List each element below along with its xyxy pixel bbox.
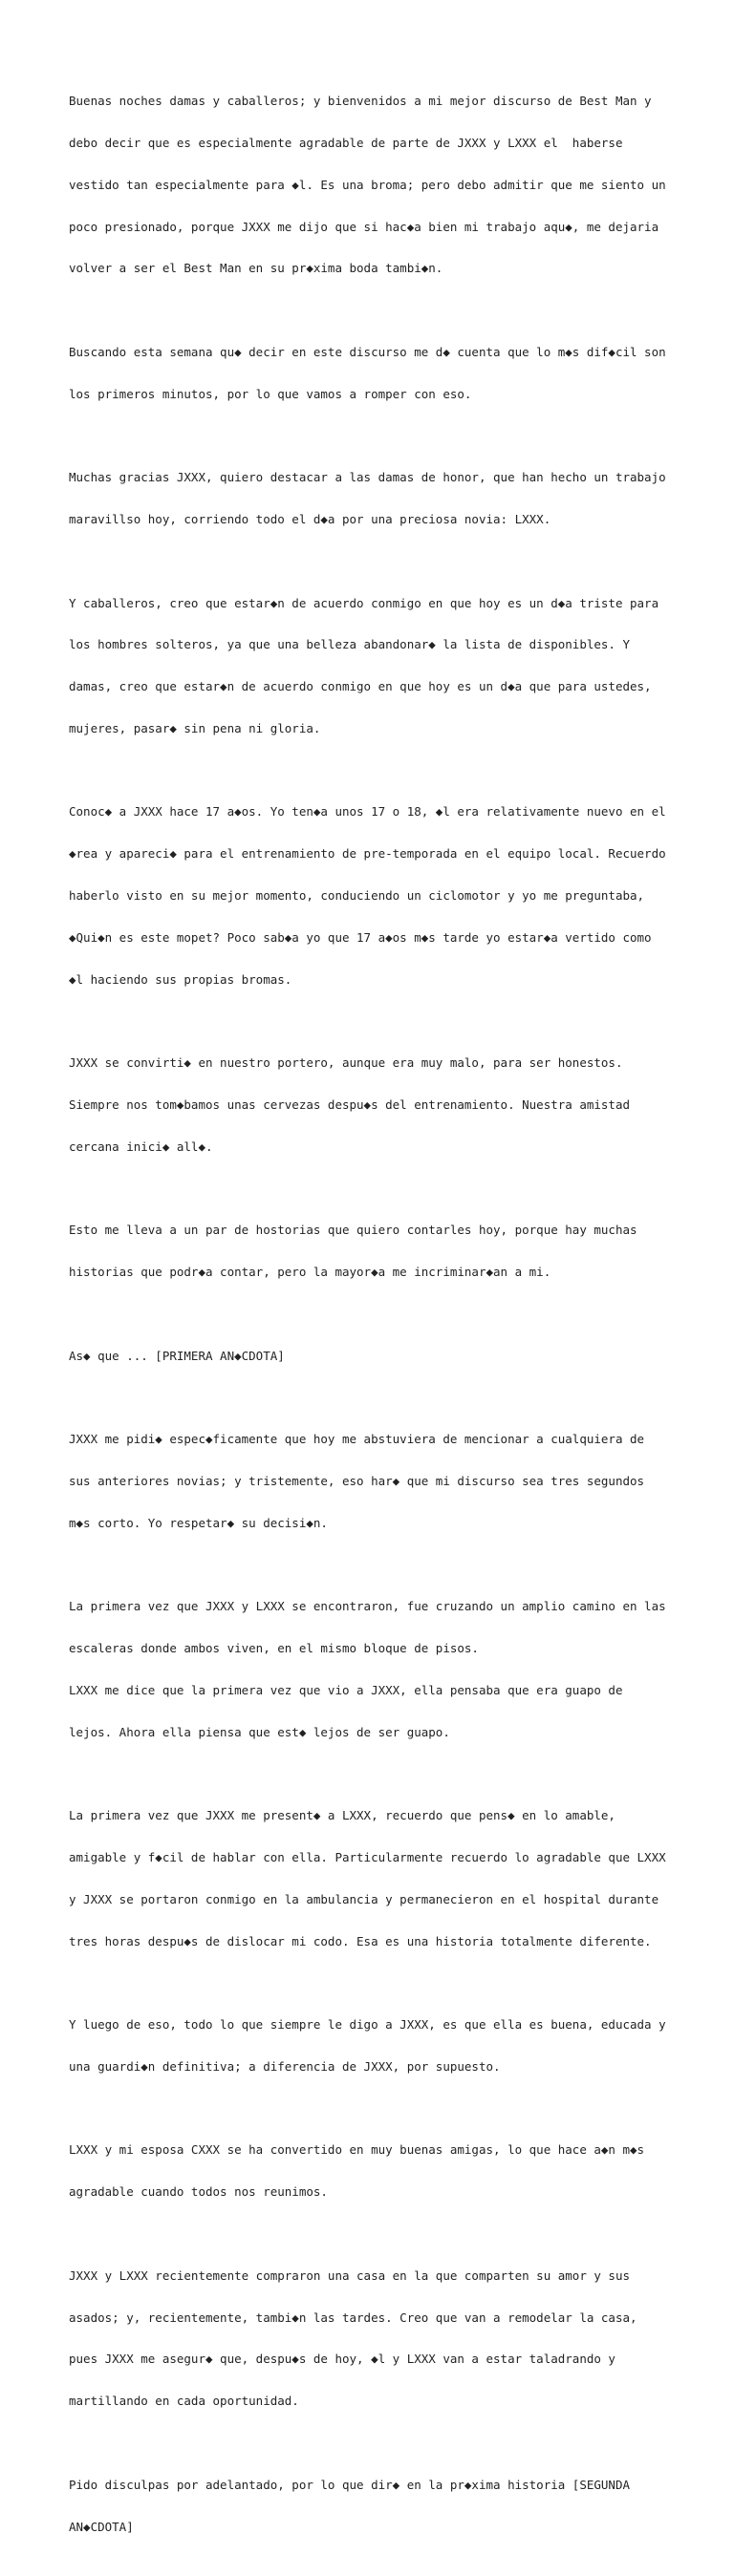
text-line: los primeros minutos, por lo que vamos a romper con eso. [69,386,472,401]
text-line: vestido tan especialmente para ◆l. Es una broma; pero debo admitir que me siento un [69,177,666,192]
paragraph-5 [69,777,680,1014]
text-line: La primera vez que JXXX me present◆ a LXXX, recuerdo que pens◆ en lo amable, [69,1808,615,1823]
text-line: martillando en cada oportunidad. [69,2394,299,2409]
text-line: Y caballeros, creo que estar◆n de acuerdo conmigo en que hoy es un d◆a triste para [69,595,659,610]
text-line: mujeres, pasar◆ sin pena ni gloria. [69,720,321,735]
text-line: historias que podr◆a contar, pero la mayor◆a me incriminar◆an a mi. [69,1265,551,1280]
text-line: Siempre nos tom◆bamos unas cervezas despu◆s del entrenamiento. Nuestra amistad [69,1096,630,1112]
text-line: sus anteriores novias; y tristemente, eso har◆ que mi discurso sea tres segundos [69,1473,645,1488]
text-line: ◆Qui◆n es este mopet? Poco sab◆a yo que 17 a◆os m◆s tarde yo estar◆a vertido como [69,929,652,945]
text-line: ◆rea y apareci◆ para el entrenamiento de pre-temporada en el equipo local. Recuerdo [69,846,666,862]
paragraph-12 [69,1991,680,2102]
document-page [69,67,680,2576]
paragraph-6 [69,1029,680,1182]
text-line: volver a ser el Best Man en su pr◆xima boda tambi◆n. [69,261,443,276]
text-line: JXXX me pidi◆ espec◆ficamente que hoy me abstuviera de mencionar a cualquiera de [69,1432,645,1447]
paragraph-10 [69,1572,680,1767]
text-line: tres horas despu◆s de dislocar mi codo. Esa es una historia totalmente diferente. [69,1933,652,1948]
text-line: Buscando esta semana qu◆ decir en este discurso me d◆ cuenta que lo m◆s dif◆cil son [69,344,666,359]
paragraph-8 [69,1321,680,1391]
text-line: una guardi◆n definitiva; a diferencia de JXXX, por supuesto. [69,2058,501,2074]
text-line: escaleras donde ambos viven, en el mismo bloque de pisos. [69,1641,479,1656]
text-line: La primera vez que JXXX y LXXX se encontraron, fue cruzando un amplio camino en las [69,1599,666,1614]
text-line: Pido disculpas por adelantado, por lo que dir◆ en la pr◆xima historia [SEGUNDA [69,2477,630,2492]
paragraph-7 [69,1196,680,1308]
paragraph-11 [69,1781,680,1976]
paragraph-1 [69,67,680,304]
text-line: poco presionado, porque JXXX me dijo que si hac◆a bien mi trabajo aqu◆, me dejaria [69,219,659,234]
text-line: pues JXXX me asegur◆ que, despu◆s de hoy, ◆l y LXXX van a estar taladrando y [69,2352,615,2367]
paragraph-14 [69,2242,680,2437]
paragraph-4 [69,568,680,763]
text-line: ◆l haciendo sus propias bromas. [69,971,292,987]
paragraph-13 [69,2116,680,2227]
paragraph-2 [69,318,680,430]
text-line: JXXX se convirti◆ en nuestro portero, aunque era muy malo, para ser honestos. [69,1055,623,1071]
text-line: haberlo visto en su mejor momento, conduciendo un ciclomotor y yo me preguntaba, [69,888,645,904]
paragraph-3 [69,443,680,555]
text-line: Conoc◆ a JXXX hace 17 a◆os. Yo ten◆a unos 17 o 18, ◆l era relativamente nuevo en el [69,804,666,820]
text-line: los hombres solteros, ya que una belleza abandonar◆ la lista de disponibles. Y [69,637,630,652]
text-line: m◆s corto. Yo respetar◆ su decisi◆n. [69,1515,328,1530]
text-line: lejos. Ahora ella piensa que est◆ lejos de ser guapo. [69,1724,450,1739]
text-line: Y luego de eso, todo lo que siempre le digo a JXXX, es que ella es buena, educada y [69,2017,666,2033]
text-line: y JXXX se portaron conmigo en la ambulancia y permanecieron en el hospital durante [69,1891,659,1906]
text-line: LXXX me dice que la primera vez que vio a JXXX, ella pensaba que era guapo de [69,1682,623,1697]
text-line: cercana inici◆ all◆. [69,1139,213,1154]
paragraph-15 [69,2451,680,2563]
text-line: Esto me lleva a un par de hostorias que quiero contarles hoy, porque hay muchas [69,1223,637,1238]
paragraph-9 [69,1405,680,1559]
text-line: AN◆CDOTA] [69,2519,134,2534]
text-line: debo decir que es especialmente agradable de parte de JXXX y LXXX el haberse [69,135,623,150]
text-line: damas, creo que estar◆n de acuerdo conmigo en que hoy es un d◆a que para ustedes, [69,679,652,694]
text-line: maravillso hoy, corriendo todo el d◆a por una preciosa novia: LXXX. [69,512,551,526]
text-line: asados; y, recientemente, tambi◆n las tardes. Creo que van a remodelar la casa, [69,2310,637,2325]
text-line: Muchas gracias JXXX, quiero destacar a las damas de honor, que han hecho un trabajo [69,470,666,485]
text-line: amigable y f◆cil de hablar con ella. Particularmente recuerdo lo agradable que LXXX [69,1850,666,1864]
text-line: LXXX y mi esposa CXXX se ha convertido en muy buenas amigas, lo que hace a◆n m◆s [69,2142,645,2158]
text-line: JXXX y LXXX recientemente compraron una casa en la que comparten su amor y sus [69,2267,630,2283]
text-line: As◆ que ... [PRIMERA AN◆CDOTA] [69,1348,285,1363]
text-line: Buenas noches damas y caballeros; y bienvenidos a mi mejor discurso de Best Man y [69,94,652,109]
text-line: agradable cuando todos nos reunimos. [69,2184,328,2200]
